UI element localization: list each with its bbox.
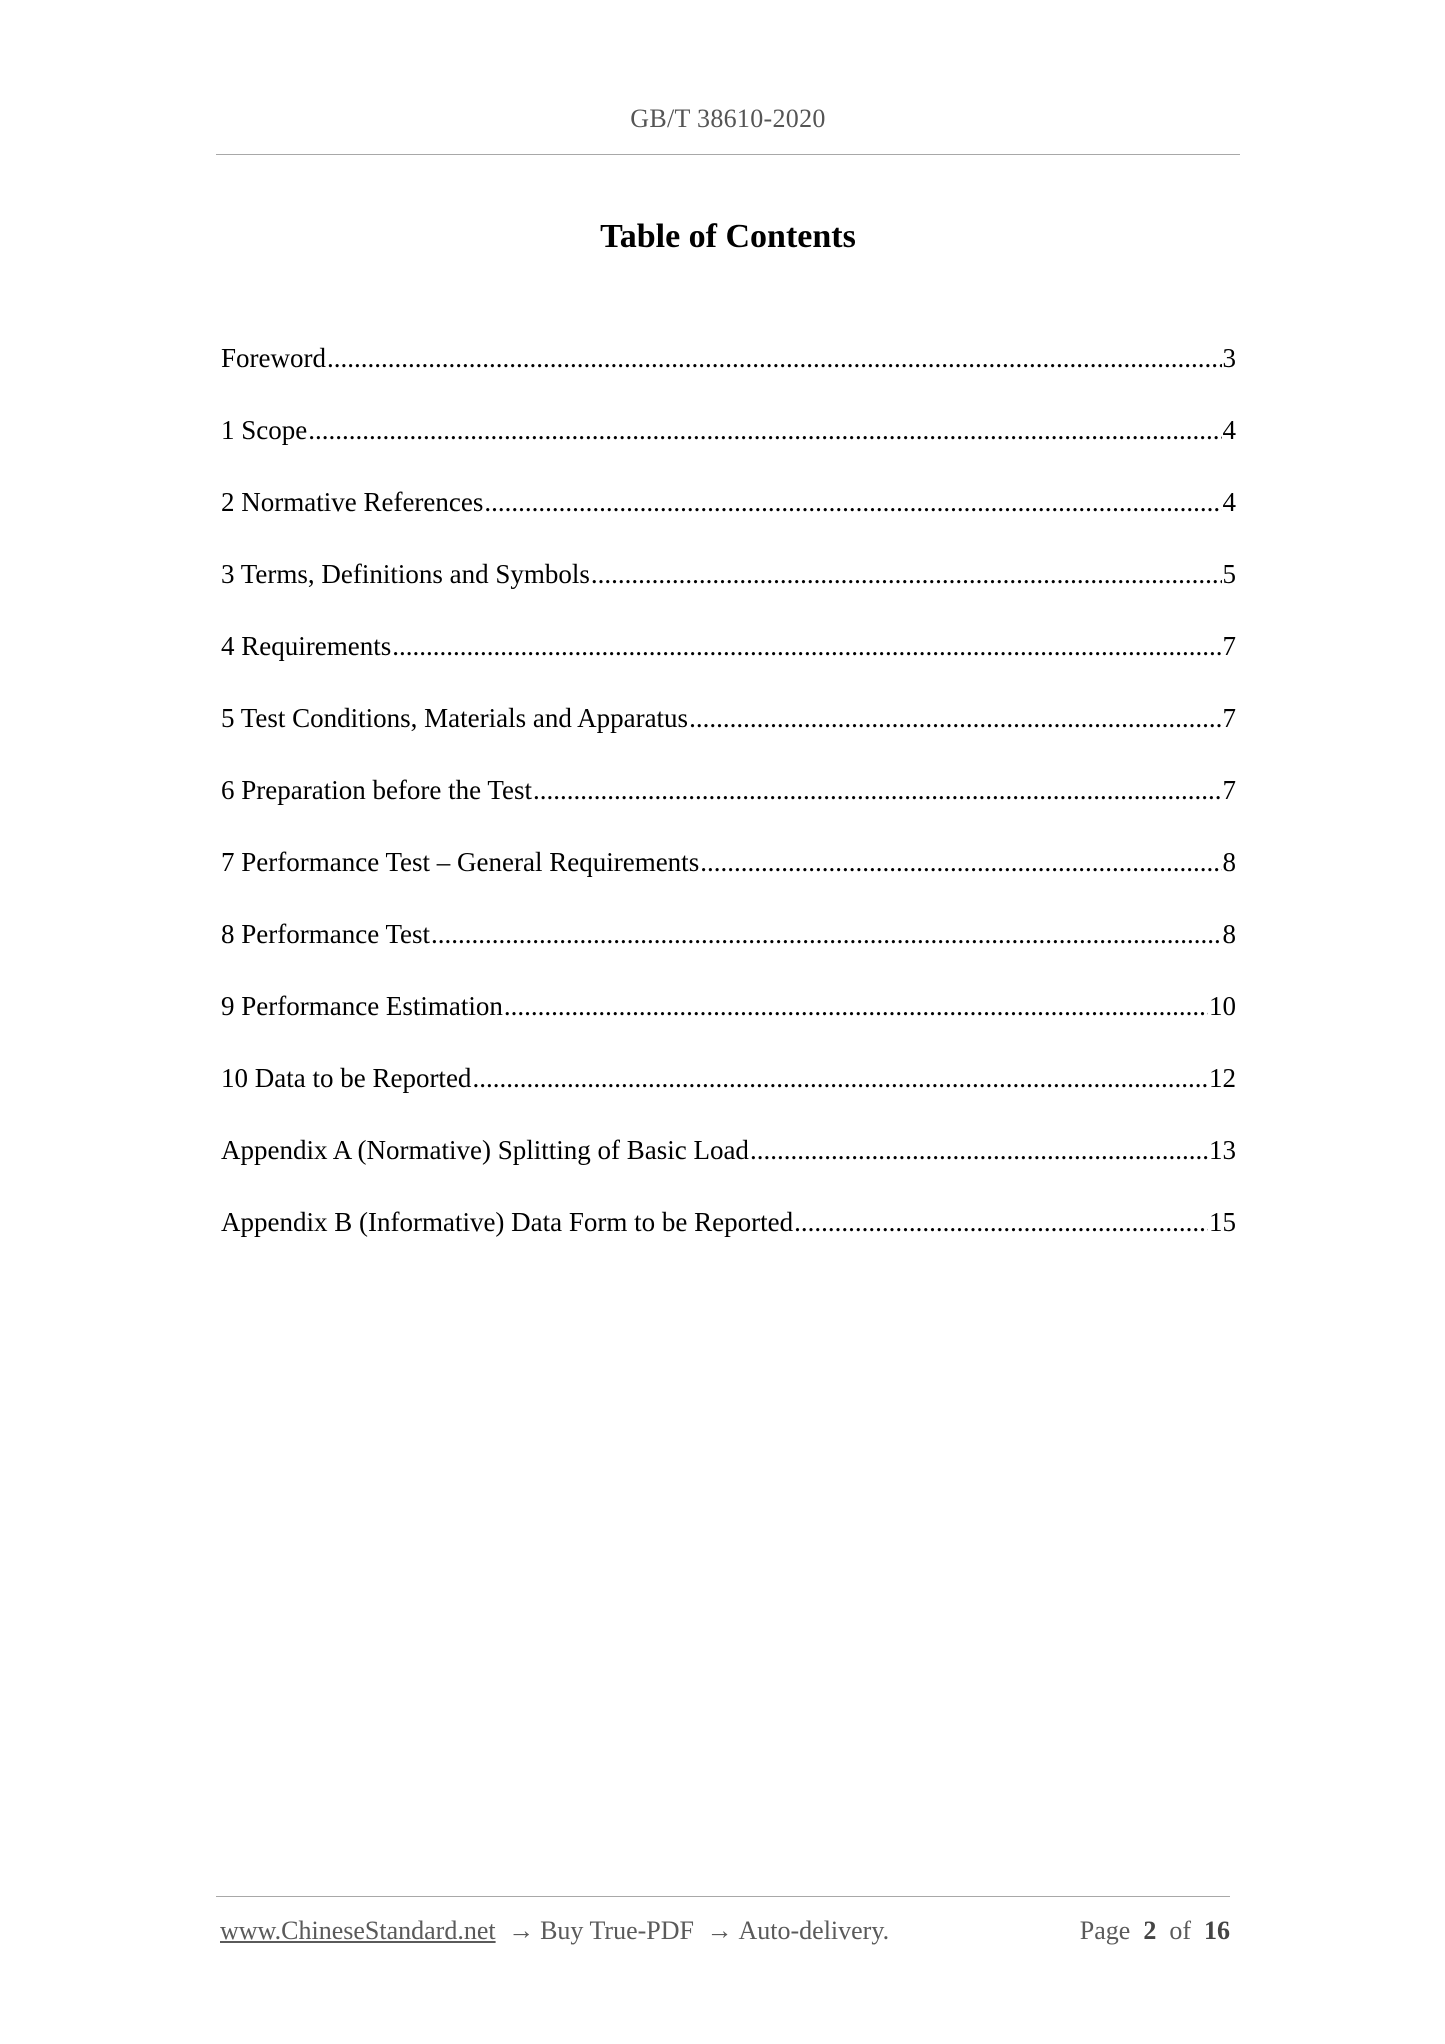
toc-title: Table of Contents: [600, 218, 856, 255]
toc-entry-label: 7 Performance Test – General Requirements: [221, 847, 700, 877]
toc-entry-page: 4: [1222, 487, 1236, 517]
toc-entry-label: 5 Test Conditions, Materials and Apparatus: [221, 703, 689, 733]
toc-entry-label: 2 Normative References: [221, 487, 484, 517]
footer-divider: [216, 1896, 1230, 1897]
of-word: of: [1169, 1916, 1191, 1945]
toc-entry-appendix-a[interactable]: [221, 1128, 1236, 1200]
toc-entry-label: Appendix A (Normative) Splitting of Basic Load: [221, 1135, 749, 1165]
toc-entry-page: 15: [1209, 1207, 1236, 1237]
toc-entry-label: 4 Requirements: [221, 631, 392, 661]
toc-entry-page: 7: [1222, 775, 1236, 805]
dot-leader: [472, 1056, 1208, 1100]
header-divider: [216, 154, 1240, 155]
arrow-right-icon: →: [706, 1916, 733, 1945]
toc-entry-page: 8: [1222, 919, 1236, 949]
dot-leader: [794, 1200, 1208, 1244]
dot-leader: [484, 480, 1221, 524]
dot-leader: [327, 336, 1222, 380]
toc-entry-label: Appendix B (Informative) Data Form to be Reported: [221, 1207, 794, 1237]
dot-leader: [308, 408, 1221, 452]
page-indicator: [1080, 1916, 1230, 1946]
toc-entry-page: 4: [1222, 415, 1236, 445]
toc-entry-page: 7: [1222, 631, 1236, 661]
toc-entry-label: 8 Performance Test: [221, 919, 431, 949]
toc-entry-label: 9 Performance Estimation: [221, 991, 503, 1021]
page-header: GB/T 38610-2020: [630, 104, 826, 133]
toc-entry-label: 10 Data to be Reported: [221, 1063, 472, 1093]
toc-entry-terms-definitions[interactable]: [221, 552, 1236, 624]
total-pages-number: 16: [1204, 1916, 1230, 1945]
toc-entry-requirements[interactable]: [221, 624, 1236, 696]
toc-entry-page: 5: [1222, 559, 1236, 589]
website-link[interactable]: www.ChineseStandard.net: [220, 1916, 496, 1945]
page-footer: [220, 1916, 1230, 1956]
dot-leader: [591, 552, 1222, 596]
toc-entry-performance-estimation[interactable]: [221, 984, 1236, 1056]
dot-leader: [504, 984, 1208, 1028]
toc-entry-label: 3 Terms, Definitions and Symbols: [221, 559, 590, 589]
dot-leader: [689, 696, 1221, 740]
buy-true-pdf-text: Buy True-PDF: [540, 1916, 694, 1945]
toc-entry-performance-test[interactable]: [221, 912, 1236, 984]
toc-entry-foreword[interactable]: [221, 336, 1236, 408]
toc-entry-page: 7: [1222, 703, 1236, 733]
toc-entry-appendix-b[interactable]: [221, 1200, 1236, 1272]
dot-leader: [533, 768, 1221, 812]
toc-entry-scope[interactable]: [221, 408, 1236, 480]
toc-list: [221, 336, 1236, 1272]
toc-entry-label: Foreword: [221, 343, 326, 373]
footer-promo: [220, 1916, 889, 1946]
dot-leader: [750, 1128, 1208, 1172]
toc-entry-normative-references[interactable]: [221, 480, 1236, 552]
dot-leader: [392, 624, 1221, 668]
toc-entry-page: 8: [1222, 847, 1236, 877]
toc-entry-page: 3: [1222, 343, 1236, 373]
toc-entry-performance-test-general[interactable]: [221, 840, 1236, 912]
toc-entry-preparation[interactable]: [221, 768, 1236, 840]
toc-entry-page: 10: [1209, 991, 1236, 1021]
toc-entry-test-conditions[interactable]: [221, 696, 1236, 768]
auto-delivery-text: Auto-delivery.: [738, 1916, 890, 1945]
toc-entry-data-reported[interactable]: [221, 1056, 1236, 1128]
current-page-number: 2: [1143, 1916, 1157, 1945]
toc-entry-page: 13: [1209, 1135, 1236, 1165]
dot-leader: [700, 840, 1221, 884]
dot-leader: [431, 912, 1221, 956]
toc-entry-label: 6 Preparation before the Test: [221, 775, 533, 805]
arrow-right-icon: →: [508, 1916, 535, 1945]
toc-entry-page: 12: [1209, 1063, 1236, 1093]
toc-entry-label: 1 Scope: [221, 415, 308, 445]
page-word: Page: [1079, 1916, 1131, 1945]
